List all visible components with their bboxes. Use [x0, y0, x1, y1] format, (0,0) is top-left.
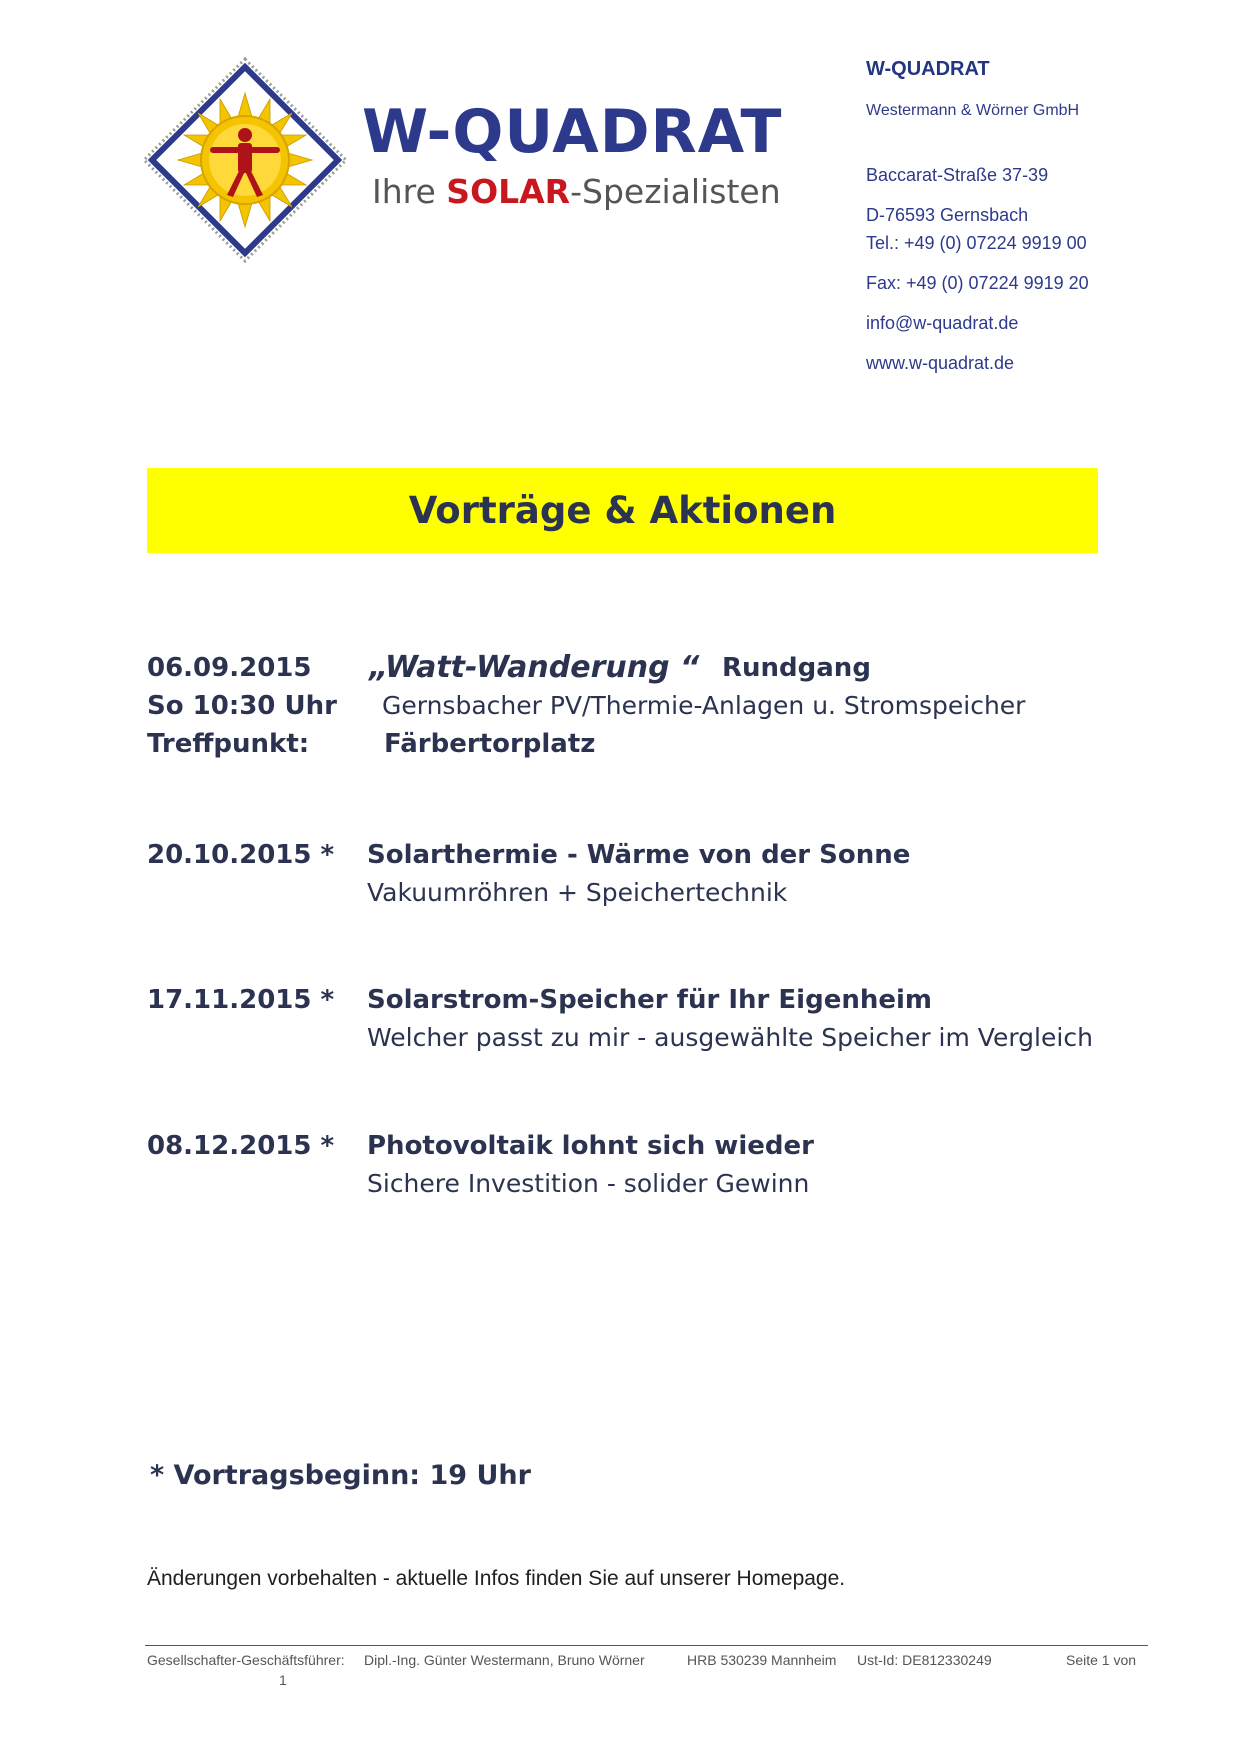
footer-ust: Ust-Id: DE812330249 [857, 1652, 992, 1668]
event-date: 06.09.2015 [147, 653, 312, 683]
event-type: Rundgang [722, 653, 871, 683]
brand-name: W-QUADRAT [362, 97, 783, 167]
tagline-highlight: SOLAR [446, 172, 571, 211]
title-banner [147, 468, 1098, 553]
event-subtitle: Welcher passt zu mir - ausgewählte Speicher im Vergleich [367, 1023, 1093, 1052]
sun-vitruvian-man-diamond-icon [140, 55, 350, 265]
footer-label: Gesellschafter-Geschäftsführer: [147, 1652, 345, 1668]
notice-text: Änderungen vorbehalten - aktuelle Infos finden Sie auf unserer Homepage. [147, 1567, 846, 1590]
brand-tagline [372, 172, 781, 211]
footer-page: Seite 1 von [1066, 1652, 1137, 1668]
tagline-suffix: -Spezialisten [570, 172, 781, 211]
event-date: 08.12.2015 * [147, 1131, 335, 1161]
page-title: Vorträge & Aktionen [408, 489, 837, 532]
event-subtitle: Vakuumröhren + Speichertechnik [367, 878, 788, 907]
contact-tel: Tel.: +49 (0) 07224 9919 00 [866, 233, 1087, 253]
event-title: Solarthermie - Wärme von der Sonne [367, 840, 911, 870]
event-title: Solarstrom-Speicher für Ihr Eigenheim [367, 985, 932, 1015]
footer-page-total: 1 [279, 1672, 287, 1688]
event-time: So 10:30 Uhr [147, 691, 337, 721]
event-subtitle: Gernsbacher PV/Thermie-Anlagen u. Stromspeicher [382, 691, 1026, 720]
contact-company: W-QUADRAT [866, 58, 990, 80]
event-meet-label: Treffpunkt: [147, 729, 310, 759]
contact-web-link[interactable]: www.w-quadrat.de [866, 353, 1015, 373]
footnote: * Vortragsbeginn: 19 Uhr [150, 1460, 531, 1491]
event-meet-place: Färbertorplatz [384, 729, 596, 759]
contact-legal-name: Westermann & Wörner GmbH [866, 102, 1080, 119]
contact-street: Baccarat-Straße 37-39 [866, 165, 1049, 185]
contact-city: D-76593 Gernsbach [866, 205, 1029, 225]
footer-hrb: HRB 530239 Mannheim [687, 1652, 837, 1668]
tagline-prefix: Ihre [372, 172, 447, 211]
event-title: „Watt-Wanderung “ [369, 650, 700, 685]
footer-names: Dipl.-Ing. Günter Westermann, Bruno Wörner [364, 1652, 645, 1668]
event-subtitle: Sichere Investition - solider Gewinn [367, 1169, 810, 1198]
contact-email-link[interactable]: info@w-quadrat.de [866, 313, 1019, 333]
footer-divider [145, 1645, 1148, 1646]
event-date: 20.10.2015 * [147, 840, 335, 870]
event-date: 17.11.2015 * [147, 985, 335, 1015]
contact-fax: Fax: +49 (0) 07224 9919 20 [866, 273, 1089, 293]
event-title: Photovoltaik lohnt sich wieder [367, 1131, 814, 1161]
